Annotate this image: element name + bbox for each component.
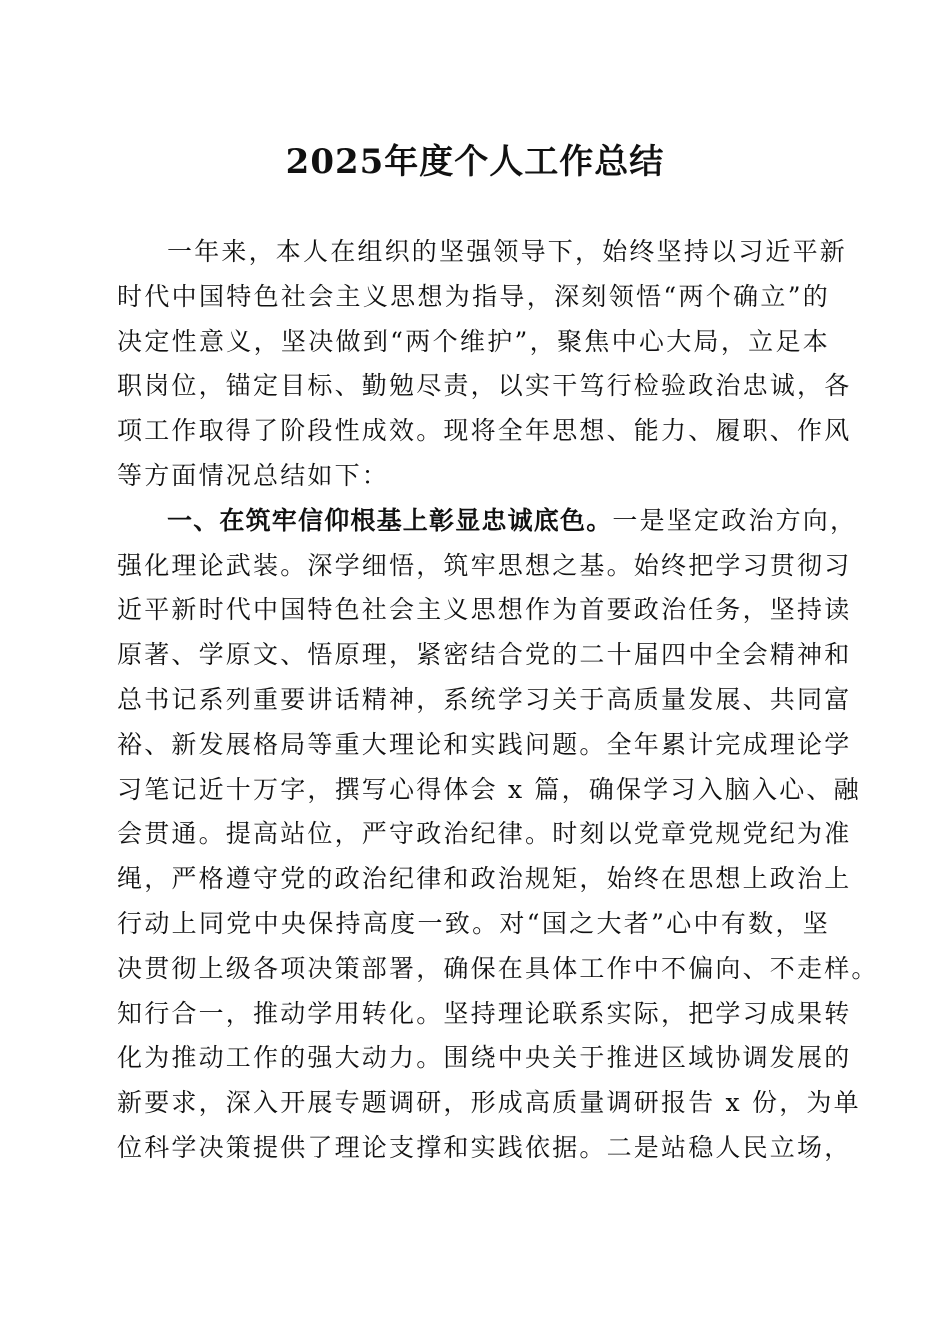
paragraph-line: 新要求，深入开展专题调研，形成高质量调研报告 x 份，为单 (117, 1088, 861, 1118)
paragraph-line: 职岗位，锚定目标、勤勉尽责，以实干笃行检验政治忠诚，各 (117, 371, 852, 401)
section-heading-rest: 一是坚定政治方向， (612, 505, 858, 535)
paragraph-line: 强化理论武装。深学细悟，筑牢思想之基。始终把学习贯彻习 (117, 550, 852, 580)
document-body (117, 230, 879, 1171)
paragraph-line: 等方面情况总结如下： (117, 460, 390, 490)
paragraph-line: 绳，严格遵守党的政治纪律和政治规矩，始终在思想上政治上 (117, 864, 852, 894)
paragraph-line: 一年来，本人在组织的坚强领导下，始终坚持以习近平新 (167, 237, 848, 266)
paragraph-line: 原著、学原文、悟原理，紧密结合党的二十届四中全会精神和 (117, 640, 852, 670)
section-heading: 一、在筑牢信仰根基上彰显忠诚底色。 (167, 505, 613, 535)
paragraph-line: 知行合一，推动学用转化。坚持理论联系实际，把学习成果转 (117, 998, 852, 1028)
paragraph-line: 裕、新发展格局等重大理论和实践问题。全年累计完成理论学 (117, 729, 852, 759)
paragraph-line: 时代中国特色社会主义思想为指导，深刻领悟“两个确立”的 (117, 281, 830, 311)
section-heading-line (117, 499, 858, 544)
document-title: 2025年度个人工作总结 (285, 142, 665, 182)
paragraph-line: 位科学决策提供了理论支撑和实践依据。二是站稳人民立场， (117, 1132, 852, 1162)
paragraph-line: 习笔记近十万字，撰写心得体会 x 篇，确保学习入脑入心、融 (117, 774, 861, 804)
paragraph-line: 行动上同党中央保持高度一致。对“国之大者”心中有数，坚 (117, 908, 830, 938)
paragraph-line: 化为推动工作的强大动力。围绕中央关于推进区域协调发展的 (117, 1043, 852, 1073)
paragraph-line: 决贯彻上级各项决策部署，确保在具体工作中不偏向、不走样。 (117, 953, 879, 983)
paragraph-line: 总书记系列重要讲话精神，系统学习关于高质量发展、共同富 (117, 684, 852, 714)
paragraph-line: 近平新时代中国特色社会主义思想作为首要政治任务，坚持读 (117, 595, 852, 625)
paragraph-line: 项工作取得了阶段性成效。现将全年思想、能力、履职、作风 (117, 416, 852, 446)
paragraph-line: 会贯通。提高站位，严守政治纪律。时刻以党章党规党纪为准 (117, 819, 852, 849)
paragraph-line: 决定性意义，坚决做到“两个维护”，聚焦中心大局，立足本 (117, 326, 830, 356)
